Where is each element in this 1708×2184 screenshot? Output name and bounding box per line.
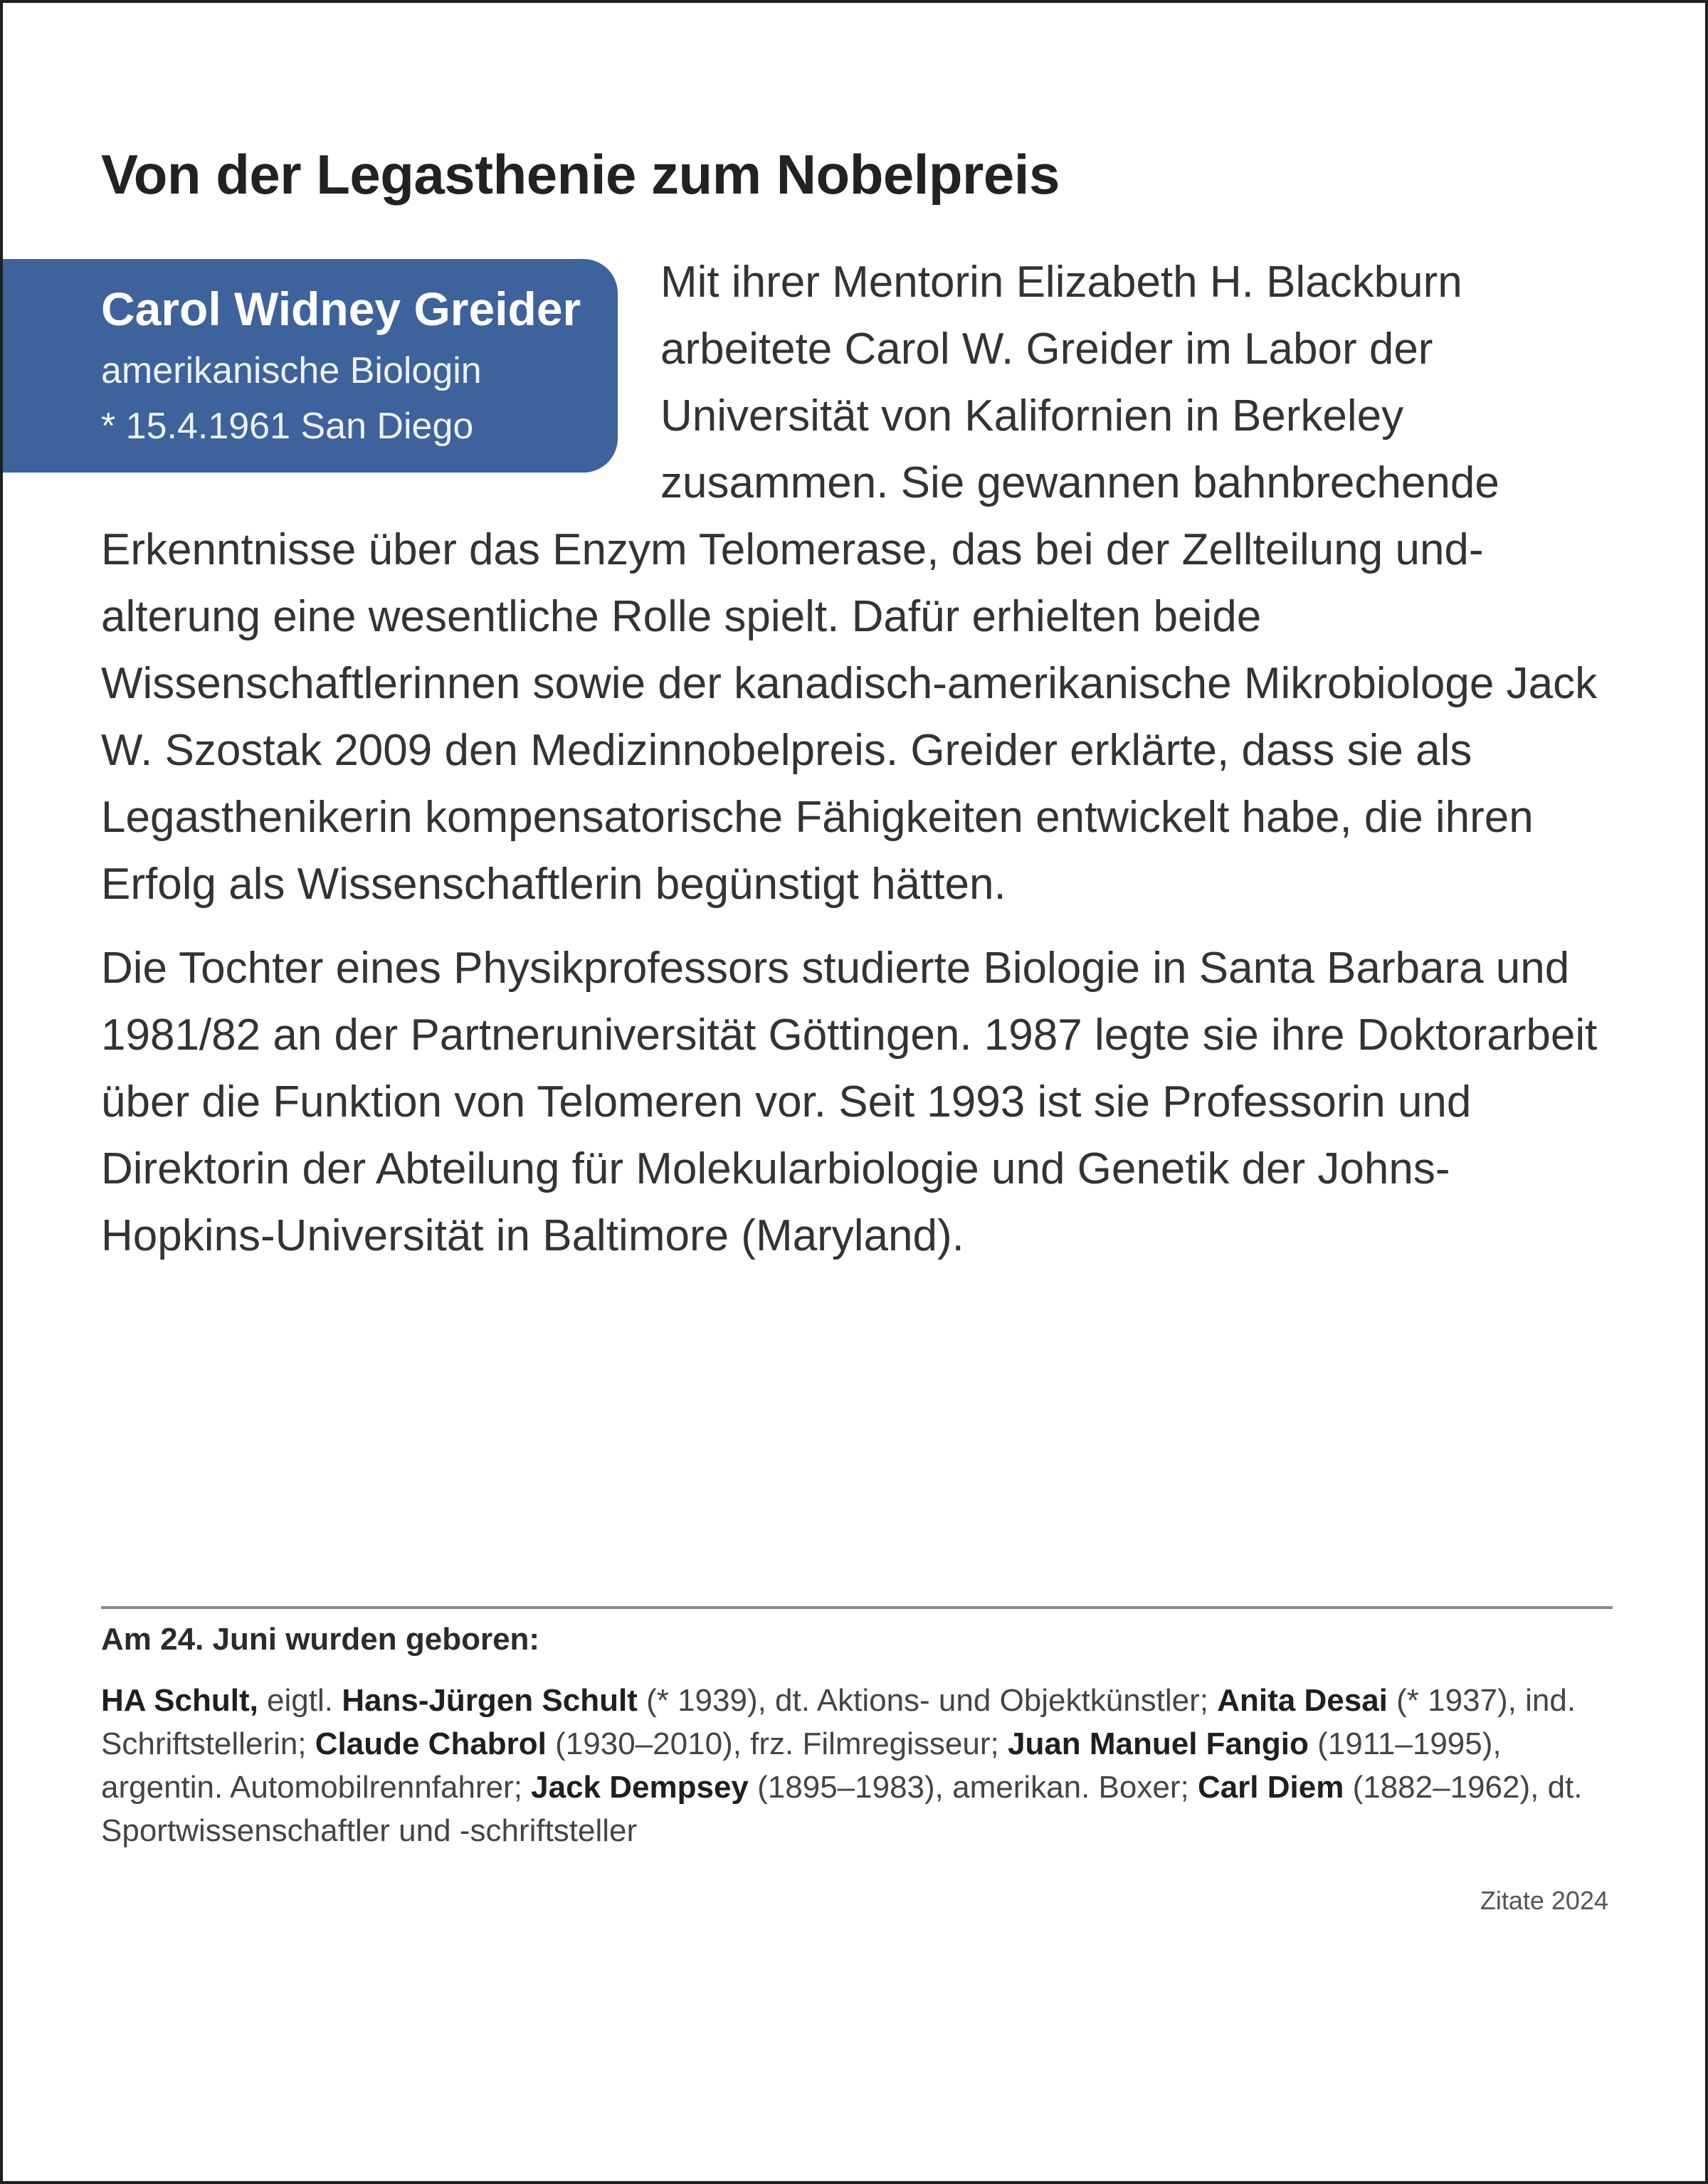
birthdays-list <box>101 1679 1613 1852</box>
birthday-detail: eigtl. <box>258 1683 342 1718</box>
birthday-detail: (1882–1962), dt. Sportwissenschaftler und -schriftsteller <box>101 1770 1583 1848</box>
footer-brand: Zitate 2024 <box>1480 1886 1608 1915</box>
birthday-detail: (1911–1995), argentin. Automobilrennfahrer; <box>101 1726 1502 1805</box>
profile-role: amerikanische Biologin <box>101 350 482 391</box>
birthday-name: Claude Chabrol <box>315 1726 547 1761</box>
birthday-detail: (1895–1983), amerikan. Boxer; <box>748 1770 1198 1805</box>
article-body <box>101 249 1617 1270</box>
birthdays-paragraph <box>101 1679 1613 1852</box>
article-paragraph-2: Die Tochter eines Physikprofessors studierte Biologie in Santa Barbara und 1981/82 an der Partneruniversität Göttingen. 1987 legte sie ihre Doktorarbeit über die Funktion von Telomeren vor. Seit 1993 ist sie Professorin und Direktorin der Abteilung für Molekularbiologie und Genetik der Johns-Hopkins-Universität in Baltimore (Maryland). <box>101 944 1598 1260</box>
page-title: Von der Legasthenie zum Nobelpreis <box>101 143 1060 206</box>
birthday-name: Juan Manuel Fangio <box>1007 1726 1309 1761</box>
birthday-name: Jack Dempsey <box>531 1770 749 1805</box>
profile-birth: * 15.4.1961 San Diego <box>101 406 474 447</box>
profile-card <box>3 259 618 473</box>
article-paragraph-1: Mit ihrer Mentorin Elizabeth H. Blackburn arbeitete Carol W. Greider im Labor der Universität von Kalifornien in Berkeley zusammen. Sie gewannen bahnbrechende Erkenntnisse über das Enzym Telomerase, das bei der Zellteilung und-alterung eine wesentliche Rolle spielt. Dafür erhielten beide Wissenschaftlerinnen sowie der kanadisch-amerikanische Mikrobiologe Jack W. Szostak 2009 den Medizinnobelpreis. Greider erklärte, dass sie als Legasthenikerin kompensatorische Fähigkeiten entwickelt habe, die ihren Erfolg als Wissenschaftlerin begünstigt hätten. <box>101 258 1598 909</box>
birthday-detail: (* 1937), ind. Schriftstellerin; <box>101 1683 1576 1761</box>
birthday-detail: (1930–2010), frz. Filmregisseur; <box>546 1726 1008 1761</box>
birthday-name: Hans-Jürgen Schult <box>342 1683 638 1718</box>
birthday-name: Carl Diem <box>1197 1770 1344 1805</box>
birthday-name: HA Schult, <box>101 1683 258 1718</box>
birthdays-heading: Am 24. Juni wurden geboren: <box>101 1622 540 1657</box>
birthday-name: Anita Desai <box>1217 1683 1388 1718</box>
section-divider <box>101 1606 1613 1609</box>
profile-name: Carol Widney Greider <box>101 283 581 335</box>
birthday-detail: (* 1939), dt. Aktions- und Objektkünstler; <box>637 1683 1218 1718</box>
